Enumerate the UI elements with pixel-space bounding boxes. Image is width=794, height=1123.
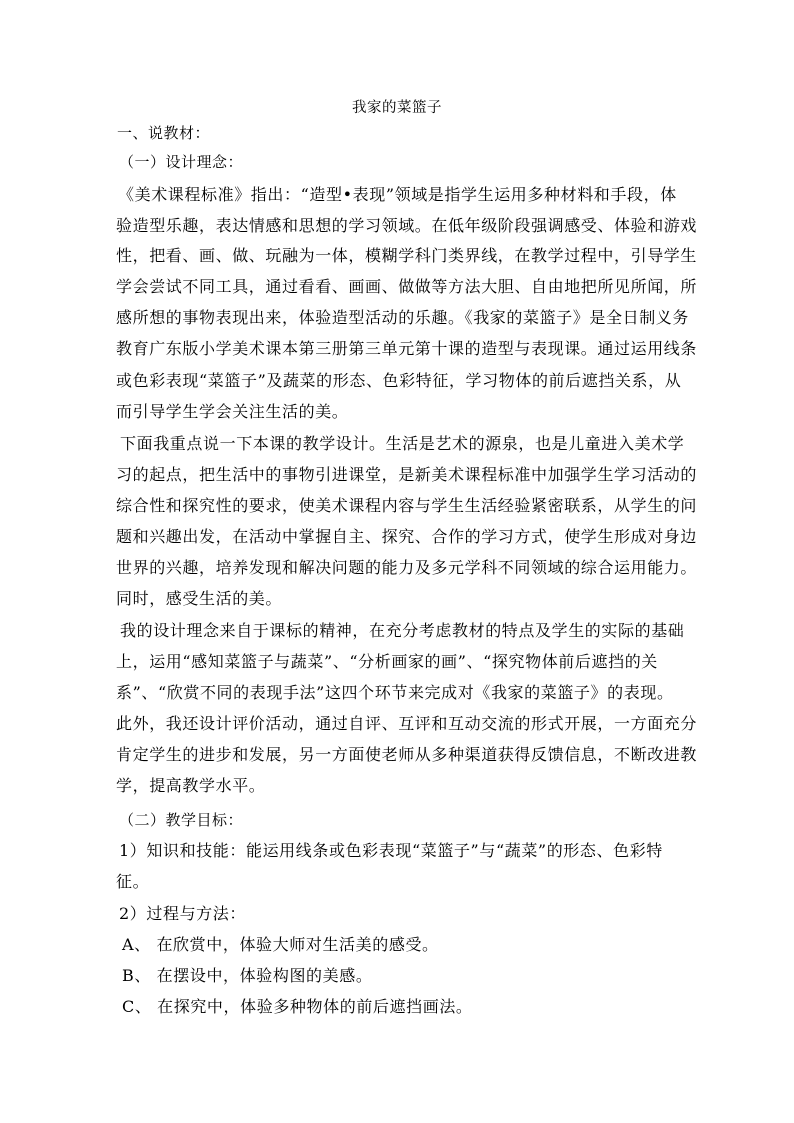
subsection-heading-design-concept: （一）设计理念：: [119, 153, 244, 171]
list-item: B、 在摆设中，体验构图的美感。: [122, 966, 373, 985]
paragraph-line: 系”、“欣赏不同的表现手法”这四个环节来完成对《我家的菜篮子》的表现。: [116, 683, 674, 702]
document-title: 我家的菜篮子: [352, 100, 442, 116]
goal-line: 征。: [116, 872, 150, 891]
paragraph-line: 感所想的事物表现出来，体验造型活动的乐趣。《我家的菜篮子》是全日制义务: [116, 308, 690, 327]
paragraph-line: 学，提高教学水平。: [116, 776, 266, 795]
paragraph-line: 上，运用“感知菜篮子与蔬菜”、“分析画家的画”、“探究物体前后遮挡的关: [116, 652, 658, 671]
list-item: C、 在探究中，体验多种物体的前后遮挡画法。: [122, 997, 473, 1016]
paragraph-line: 下面我重点说一下本课的教学设计。生活是艺术的源泉，也是儿童进入美术学: [120, 434, 685, 453]
paragraph-line: 而引导学生学会关注生活的美。: [116, 402, 349, 421]
goal-line: 1）知识和技能：能运用线条或色彩表现“菜篮子”与“蔬菜”的形态、色彩特: [119, 841, 663, 860]
paragraph-line: 《美术课程标准》指出：“造型•表现”领域是指学生运用多种材料和手段，体: [118, 185, 677, 204]
subsection-heading-teaching-goals: （二）教学目标：: [119, 811, 244, 829]
paragraph-line: 此外，我还设计评价活动，通过自评、互评和互动交流的形式开展，一方面充分: [116, 714, 698, 733]
paragraph-line: 综合性和探究性的要求，使美术课程内容与学生生活经验紧密联系，从学生的问: [116, 496, 698, 515]
paragraph-line: 同时，感受生活的美。: [116, 589, 283, 608]
paragraph-line: 习的起点，把生活中的事物引进课堂，是新美术课程标准中加强学生学习活动的: [116, 465, 698, 484]
paragraph-line: 世界的兴趣，培养发现和解决问题的能力及多元学科不同领域的综合运用能力。: [116, 558, 698, 577]
section-heading-1: 一、说教材：: [117, 124, 211, 142]
paragraph-line: 教育广东版小学美术课本第三册第三单元第十课的造型与表现课。通过运用线条: [116, 339, 698, 358]
goal-line: 2）过程与方法：: [119, 904, 246, 923]
paragraph-line: 性，把看、画、做、玩融为一体，模糊学科门类界线，在教学过程中，引导学生: [116, 246, 698, 265]
paragraph-line: 我的设计理念来自于课标的精神，在充分考虑教材的特点及学生的实际的基础: [120, 621, 685, 640]
paragraph-line: 题和兴趣出发，在活动中掌握自主、探究、合作的学习方式，使学生形成对身边: [116, 527, 698, 546]
paragraph-line: 验造型乐趣，表达情感和思想的学习领域。在低年级阶段强调感受、体验和游戏: [116, 216, 698, 235]
list-item: A、 在欣赏中，体验大师对生活美的感受。: [122, 935, 439, 954]
paragraph-line: 或色彩表现“菜篮子”及蔬菜的形态、色彩特征，学习物体的前后遮挡关系，从: [116, 371, 682, 390]
paragraph-line: 学会尝试不同工具，通过看看、画画、做做等方法大胆、自由地把所见所闻，所: [116, 277, 698, 296]
paragraph-line: 肯定学生的进步和发展，另一方面使老师从多种渠道获得反馈信息，不断改进教: [116, 745, 698, 764]
